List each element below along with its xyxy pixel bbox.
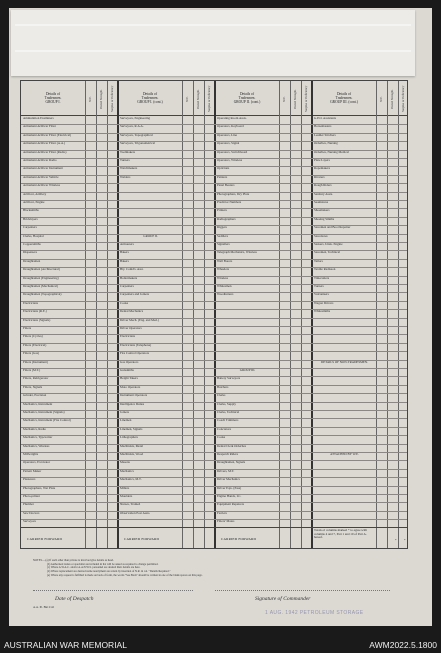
vertical-column-header: W.E. [185, 96, 189, 102]
table-cell: Surveyors, Trigonometrical [120, 142, 156, 146]
table-cell: Operators, Excavator [23, 461, 51, 465]
table-cell: Vulcanisers [314, 293, 329, 297]
table-cell: Textile Redisson [314, 268, 336, 272]
totals-asterisk: * [395, 539, 397, 542]
table-cell: Whitesmen [217, 285, 232, 288]
table-cell: Nurses, Trained [120, 503, 141, 507]
table-cell: Fitters (Gas) [23, 352, 40, 356]
table-cell: Armourers [120, 243, 134, 246]
column-header-line: Details of [45, 91, 61, 96]
table-cell: Ammunition Examiners [23, 117, 54, 120]
table-cell: Surveyors, R.A.A. [120, 125, 144, 129]
table-cell: Stokers, Unsk. Engine [314, 243, 343, 246]
table-cell: Printers [217, 209, 227, 213]
table-cell: Gunsmiths [120, 369, 134, 372]
table-cell: Observation Post Assts. [120, 511, 151, 515]
table-cell: Toolmakers [120, 150, 136, 154]
table-cell: Clerks, Technical [217, 411, 240, 414]
table-cell: Clerks [217, 394, 226, 398]
table-cell: Blacksmiths [23, 209, 39, 213]
table-cell: Driver Mechanics [217, 478, 240, 482]
vertical-column-header: Surplus or Deficiency [110, 85, 114, 113]
table-cell: Wireless [217, 276, 229, 280]
table-cell: Fire Control Operators [120, 352, 150, 356]
carry-rule [21, 527, 407, 528]
table-cell: Mechanics, Instrument [23, 402, 53, 406]
table-cell: Plasterers [23, 478, 36, 482]
table-cell: Operators, Switchboard [217, 150, 248, 154]
table-cell: Armament Artificer Fitter (A.A.) [23, 142, 66, 146]
table-cell: Draughtsmen (Mechanical) [23, 285, 58, 288]
vertical-column-header: Posted Strength. [390, 89, 394, 109]
table-cell: Shoeing Smiths [314, 217, 335, 221]
column-header [312, 83, 376, 113]
column-header-line: Details of [239, 91, 255, 96]
note-line: (c) Where A.W.A.C. and/or A.A.N.W.S. personnel are desired their details are here. [47, 566, 141, 570]
column-header-line: GROUP I. (cont.) [137, 100, 163, 105]
table-cell: Orderlies, Nursing Medical [314, 150, 349, 154]
table-cell: Tailors [314, 259, 323, 263]
table-cell: Watchmakers [120, 167, 138, 171]
table-cell: Wagon Drivers [314, 301, 334, 305]
table-cell: Operators, Line [217, 133, 238, 137]
flap-crease [15, 50, 411, 52]
table-cell: Shoemakers [314, 209, 330, 213]
table-cell: Electricians (R.E.) [23, 310, 47, 314]
column-header-line: GROUP I. [45, 100, 61, 105]
table-cell: Linemen, Signals [120, 427, 143, 431]
table-cell: Operators, Wireless [217, 159, 243, 162]
table-cell: Grinder, Precision [23, 394, 47, 398]
footer-bar [0, 636, 441, 653]
table-cell: G.P.O. Assistants [314, 117, 336, 120]
table-cell: Saddlers [217, 234, 228, 238]
table-cell: Photographers, Dry Plate [217, 192, 250, 196]
notes-section [33, 559, 393, 577]
table-cell: Artificer, Artillery [23, 192, 47, 196]
table-cell: Engine Hands, I.C. [217, 495, 242, 498]
note-line: (e) Where any request is fulfilled is made on back of form, the words "See Back" should be written in one of the blank spaces on this page. [47, 573, 203, 577]
table-cell: Orderlies, Nursing [314, 142, 338, 146]
vertical-column-header: W.E. [282, 96, 286, 102]
table-cell: Artificer, Engine [23, 201, 45, 204]
table-cell: Plumber [23, 503, 34, 507]
table-cell: Moto Operators [120, 385, 141, 389]
table-cell: Radiographers [217, 217, 236, 221]
tradesmen-table [20, 80, 408, 549]
table-cell: Coach Trimmers [217, 419, 239, 423]
table-cell: Fitters' Mates [217, 520, 235, 524]
table-cell: Operators, Signal [217, 142, 240, 146]
column-header-line: Tradesmen. [335, 95, 353, 100]
note-line: (b) Authorised trades or specialist are included in list will be asked as required to change permitted. [47, 562, 159, 566]
table-cell: Millwrights [23, 453, 39, 456]
form-number: A.A. Pt. Bkt 2/42 [33, 605, 55, 609]
table-cell: Joiners [120, 411, 130, 414]
table-cell: Predictor Numbers [217, 201, 242, 204]
date-dotted-line [33, 590, 193, 592]
table-cell: Woodturners [217, 293, 234, 297]
table-cell: Mechanics, Typewriter [23, 436, 53, 440]
table-cell: Electricians (Telephone) [120, 343, 152, 347]
table-cell: Photo-printer [23, 495, 40, 498]
table-cell: Timecutters [314, 276, 330, 280]
table-cell: Armament Artificer Vehicle [23, 175, 59, 179]
table-cell: DETAILS OF NON-TRADESMEN. [321, 360, 368, 364]
table-cell: Fitters (Electrical) [23, 343, 47, 347]
table-cell: Mechanics [120, 469, 134, 473]
table-cell: Machinists, Metal [120, 444, 144, 448]
table-cell: Driver Operators [120, 327, 142, 330]
table-cell: Equipment Repairers [217, 503, 244, 507]
table-cell: Linemen [120, 419, 132, 423]
table-cell: Armament Artificer Fitter [23, 125, 56, 129]
table-cell: Armament Artificer Wireless [23, 184, 60, 188]
table-cell: Draughtsmen, Signals [217, 461, 246, 465]
table-cell: Masons [120, 461, 130, 465]
table-cell: Operators, Keyboard [217, 125, 244, 129]
carried-forward-label: CARRIED FORWARD [27, 537, 63, 541]
table-cell: Plate Layers [314, 159, 330, 162]
table-cell: Mechanics, M.T. [120, 478, 142, 482]
table-cell: Instrument Operators [120, 394, 148, 398]
table-cell: Intelligence Duties [120, 402, 145, 406]
table-cell: Surveyors, Engineering [120, 117, 151, 120]
table-cell: Dental Clerk Orderlies [217, 444, 247, 448]
table-cell: Fitters [23, 327, 32, 330]
carried-forward-label: CARRIED FORWARD [124, 537, 160, 541]
table-cell: Panel Beaters [217, 184, 235, 188]
table-cell: Surveyors [23, 520, 36, 524]
column-header-line: Tradesmen. [44, 95, 62, 100]
table-cell: Sanitary Assts. [314, 192, 333, 196]
table-cell: Coppersmiths [23, 243, 41, 246]
table-cell: Seamstress [314, 201, 329, 204]
receipt-stamp: 1 AUG. 1942 PETROLEUM STORAGE [265, 610, 364, 616]
table-cell: Height Takers [120, 377, 138, 381]
table-cell: Bakers [120, 259, 129, 263]
totals-note: Totals of columns marked * to agree with columns 4 and 7, Part 1 and 10 of Part A. hereof. [314, 529, 367, 540]
table-cell: Signallers [217, 243, 230, 246]
table-cell: Millers [120, 486, 130, 490]
table-cell: Cooks [217, 436, 226, 440]
table-cell: Electricians (Signals) [23, 318, 51, 322]
table-cell: Draughtsmen [23, 259, 41, 263]
table-cell: Fitters, Signals [23, 385, 43, 389]
table-cell: Riveters [314, 175, 325, 179]
table-cell: Drivers, M.T. [217, 469, 235, 473]
vertical-column-header: Surplus or Deficiency [304, 85, 308, 113]
table-cell: Armament Artificer Fitter (Electrical) [23, 133, 72, 137]
footer-institution: AUSTRALIAN WAR MEMORIAL [4, 639, 127, 650]
table-cell: Horsemasters [314, 125, 332, 129]
table-cell: Bty. Comd's. Asst. [120, 268, 144, 272]
table-cell: Concretors [217, 427, 231, 431]
table-cell: Bakers [120, 251, 129, 255]
table-cell: Leather Stitchers [314, 133, 336, 137]
carried-forward-label: CARRIED FORWARD [221, 537, 257, 541]
table-cell: Clerks, Hospital [23, 234, 44, 238]
column-header-line: Details of [142, 91, 158, 96]
table-cell: Fitters (M.T.) [23, 369, 41, 372]
table-cell: Opticians [217, 167, 230, 171]
vertical-column-header: Posted Strength. [293, 89, 297, 109]
table-cell: Fitters, Refrigerator [23, 377, 49, 381]
flap-crease [15, 24, 411, 26]
vertical-column-header: Posted Strength. [99, 89, 103, 109]
table-cell: Butchers [217, 385, 229, 389]
table-cell: GROUP III. [239, 369, 256, 372]
table-cell: Electricians [23, 301, 39, 305]
table-cell: Electricians [120, 335, 136, 339]
table-cell: Turners [314, 285, 324, 288]
column-header-line: GROUP II. (cont.) [233, 100, 261, 105]
table-cell: Wall Borers [217, 259, 233, 263]
table-cell: Mechanics, Wireless [23, 444, 50, 448]
table-cell: Carpenters [23, 226, 37, 230]
paper-flap [11, 10, 415, 76]
table-cell: Mechanics, Instrument (Fire Control) [23, 419, 71, 423]
table-cell: Mechanics, Instrument (Signals) [23, 411, 65, 414]
table-cell: Storemen, Technical [314, 251, 341, 255]
table-cell: Ropemakers [314, 167, 330, 171]
table-cell: Photographers, Wet Plate [23, 486, 56, 490]
column-header [118, 83, 182, 113]
table-cell: Draughtsmen (Topographical) [23, 293, 62, 297]
table-cell: Rough Riders [314, 184, 332, 188]
vertical-column-header: W.E. [88, 96, 92, 102]
table-cell: Driver Eqts. (Pass) [217, 486, 242, 490]
table-cell: Moulders [120, 495, 133, 498]
signature-dotted-line [215, 590, 390, 592]
column-header [21, 83, 85, 113]
table-cell: Welders [120, 175, 131, 179]
table-cell: Draughtsmen (Engineering) [23, 276, 59, 280]
column-header-line: Details of [336, 91, 352, 96]
table-cell: Draughtsmen (Architectural) [23, 268, 60, 272]
vertical-column-header: Surplus or Deficiency [207, 85, 211, 113]
table-cell: Armament Artificer Fitter (Radio) [23, 150, 67, 154]
table-cell: Storemen and Boot Repairer [314, 226, 351, 230]
table-cell: Despatch Riders [217, 453, 238, 456]
table-cell: Dispensers [23, 251, 37, 255]
table-cell: Dental Mechanics [120, 310, 144, 314]
table-cell: Turners [120, 159, 130, 162]
table-cell: Armament Artificer Radio [23, 159, 57, 162]
table-cell: Whitesmiths [314, 310, 331, 314]
table-cell: Riggers [217, 226, 227, 230]
table-cell: Painters [217, 175, 228, 179]
table-cell: Fitters (Instrument) [23, 360, 48, 364]
table-cell: Saw Doctors [23, 511, 40, 515]
vertical-column-header: Surplus or Deficiency [401, 85, 405, 113]
table-cell: Surveyors, Topographical [120, 133, 153, 137]
signature-label: Signature of Commander [255, 596, 311, 602]
table-cell: Bricklayers [23, 217, 38, 221]
footer-accession: AWM2022.5.1800 [369, 639, 437, 650]
table-cell: Clerks, Supply [217, 402, 236, 406]
totals-asterisk: * [404, 539, 406, 542]
table-cell: Storedores [314, 234, 328, 238]
table-cell: Carpenters [120, 285, 134, 288]
column-header-line: Tradesmen. [141, 95, 159, 100]
date-of-despatch-label: Date of Despatch [55, 596, 94, 602]
vertical-column-header: Posted Strength. [196, 89, 200, 109]
table-cell: Armament Artificer Instrument [23, 167, 63, 171]
table-cell: Driver Mech. (Eng. and Med.) [120, 318, 159, 322]
column-header-line: GROUP III. (cont.) [330, 100, 358, 105]
table-cell: Wheelers [217, 268, 230, 272]
table-cell: Pattern Maker [23, 469, 42, 473]
table-cell: Telegraph Mechanics, Wireless [217, 251, 257, 255]
table-cell: Machinists, Wood [120, 453, 144, 456]
table-cell: ATTACHED BY W.E. [330, 453, 359, 456]
table-cell: Operating Room Assts. [217, 117, 247, 120]
vertical-column-header: W.E. [379, 96, 383, 102]
note-line: NOTES.—(a) If such other than private is involved give details as head. [33, 559, 114, 562]
table-cell: GROUP II. [143, 234, 158, 238]
table-cell: Lithographers [120, 436, 138, 440]
table-cell: Carpenters and Joiners [120, 293, 150, 297]
table-cell: Gas Operators [120, 360, 139, 364]
table-cell: Cooks [120, 301, 129, 305]
table-cell: Farriers [217, 511, 227, 515]
table-cell: Fitters (Cycles) [23, 335, 43, 339]
table-cell: Battery Surveyors [217, 377, 241, 381]
column-header [215, 83, 279, 113]
table-cell: Mechanics, Radio [23, 427, 47, 431]
table-cell: Boilermakers [120, 276, 138, 280]
column-header-line: Tradesmen. [238, 95, 256, 100]
note-line: (d) Where replacement are desired nome nearlyment are return by insertion of N.R. in col. "Details Required." [47, 569, 171, 573]
